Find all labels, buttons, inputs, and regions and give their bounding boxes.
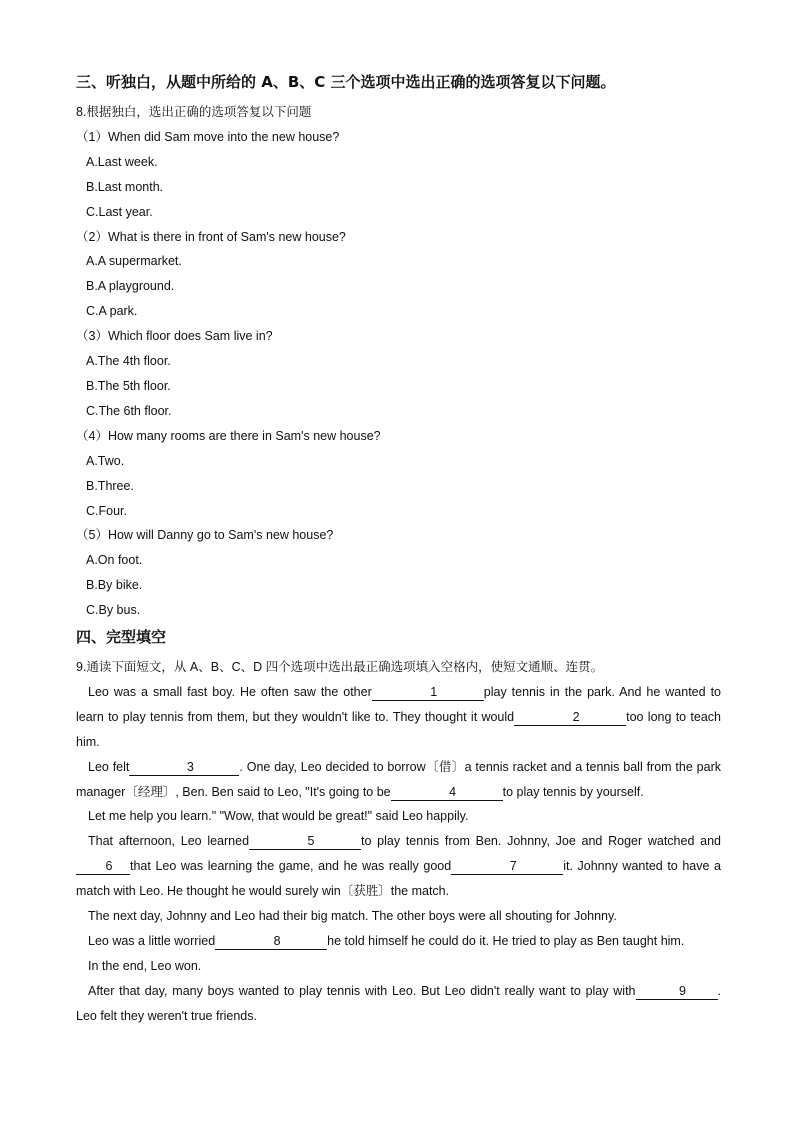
q8-stem: （4）How many rooms are there in Sam's new house? xyxy=(76,428,381,443)
q8-option: B.Three. xyxy=(86,478,134,493)
passage-paragraph-5: The next day, Johnny and Leo had their big match. The other boys were all shouting for Johnny. xyxy=(88,909,617,924)
passage-text: he told himself he could do it. He tried to play as Ben taught him. xyxy=(327,934,685,948)
passage-text: Leo was a small fast boy. He often saw the other xyxy=(88,684,372,699)
q8-item-1 xyxy=(76,125,721,225)
q9-intro: 9.通读下面短文，从 A、B、C、D 四个选项中选出最正确选项填入空格内，使短文通顺、连贯。 xyxy=(76,660,604,675)
passage-text: That afternoon, Leo learned xyxy=(88,834,250,849)
passage-text: to play tennis by yourself. xyxy=(502,784,644,799)
passage-paragraph-3: Let me help you learn." "Wow, that would be great!" said Leo happily. xyxy=(88,809,469,824)
q8-item-4 xyxy=(76,424,721,524)
passage-text: After that day, many boys wanted to play tennis with Leo. But Leo didn't really want to play with xyxy=(88,983,636,998)
q8-option: C.By bus. xyxy=(86,603,141,618)
passage-text: to play tennis from Ben. Johnny, Joe and Roger watched and xyxy=(361,834,721,849)
blank-4: 4 xyxy=(391,784,503,801)
question-8 xyxy=(76,100,721,623)
q8-option: B.A playground. xyxy=(86,279,175,294)
q8-option: A.A supermarket. xyxy=(86,254,182,269)
passage-text: play tennis in the park. And he wanted to learn to play tennis from them, but they wouldn't like to. They thought it would xyxy=(76,684,721,724)
q8-option: C.The 6th floor. xyxy=(86,403,172,418)
passage-text: . Leo felt they weren't true friends. xyxy=(76,983,721,1023)
q8-option: B.By bike. xyxy=(86,578,143,593)
passage-paragraph-6 xyxy=(76,929,721,954)
passage-paragraph-7: In the end, Leo won. xyxy=(88,958,202,973)
question-9 xyxy=(76,655,721,1029)
q8-option: A.The 4th floor. xyxy=(86,354,171,369)
q8-option: B.Last month. xyxy=(86,179,164,194)
q8-intro: 8.根据独白，选出正确的选项答复以下问题 xyxy=(76,105,312,119)
blank-2: 2 xyxy=(514,709,626,726)
q8-option: B.The 5th floor. xyxy=(86,378,171,393)
passage-text: that Leo was learning the game, and he was really good xyxy=(130,859,452,874)
blank-8: 8 xyxy=(215,933,327,950)
passage-text: it. Johnny wanted to have a match with Leo. He thought he would surely win〔获胜〕the match. xyxy=(76,859,721,899)
q8-item-3 xyxy=(76,324,721,424)
passage-paragraph-2 xyxy=(76,755,721,805)
blank-3: 3 xyxy=(129,759,239,776)
section-4-title: 四、完型填空 xyxy=(76,628,167,647)
q8-stem: （2）What is there in front of Sam's new house? xyxy=(76,229,346,244)
blank-7: 7 xyxy=(451,858,563,875)
exam-page xyxy=(76,72,721,1029)
q8-option: A.On foot. xyxy=(86,553,143,568)
q8-option: A.Last week. xyxy=(86,154,158,169)
passage-text: Leo felt xyxy=(88,759,130,774)
blank-1: 1 xyxy=(372,684,484,701)
passage-paragraph-1 xyxy=(76,680,721,755)
q8-item-2 xyxy=(76,225,721,325)
q8-item-5 xyxy=(76,523,721,623)
blank-6: 6 xyxy=(76,858,130,875)
passage-text: Leo was a little worried xyxy=(88,934,216,948)
passage-paragraph-8 xyxy=(76,979,721,1029)
q8-option: C.A park. xyxy=(86,304,138,319)
q8-option: C.Four. xyxy=(86,503,127,518)
blank-9: 9 xyxy=(636,983,718,1000)
q8-stem: （3）Which floor does Sam live in? xyxy=(76,329,273,344)
q8-stem: （1）When did Sam move into the new house? xyxy=(76,129,340,144)
blank-5: 5 xyxy=(249,833,361,850)
section-3-title: 三、听独白，从题中所给的 A、B、C 三个选项中选出正确的选项答复以下问题。 xyxy=(76,73,616,91)
passage-text: too long to teach him. xyxy=(76,709,722,749)
q8-option: A.Two. xyxy=(86,453,125,468)
q8-stem: （5）How will Danny go to Sam's new house? xyxy=(76,528,334,543)
passage-paragraph-4 xyxy=(76,829,721,904)
q8-option: C.Last year. xyxy=(86,204,153,219)
passage-text: . One day, Leo decided to borrow〔借〕a tennis racket and a tennis ball from the park manager〔经理〕, Ben. Ben said to Leo, "It's going to be xyxy=(76,759,721,799)
